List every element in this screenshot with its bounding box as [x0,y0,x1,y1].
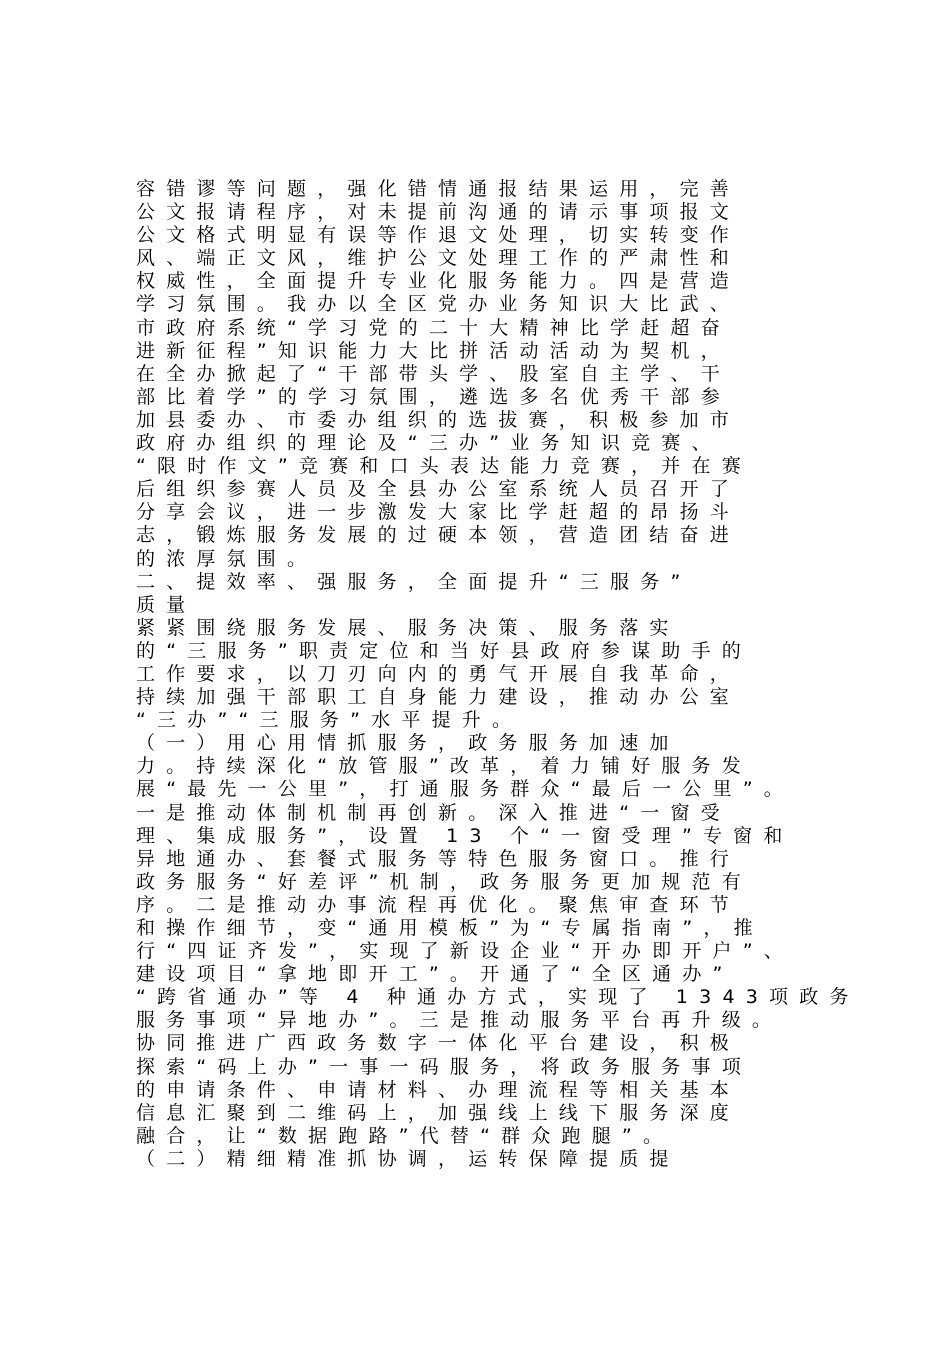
text-line: 在全办掀起了“干部带头学、股室自主学、干 [136,362,731,385]
text-line: 协同推进广西政务数字一体化平台建设，积极 [136,1032,741,1055]
text-line: “跨省通办”等 4 种通办方式，实现了 1343项政务 [136,986,860,1009]
text-line: 学习氛围。我办以全区党办业务知识大比武、 [136,293,741,316]
text-line: 和操作细节，变“通用模板”为“专属指南”，推 [136,917,764,939]
text-line: 异地通办、套餐式服务等特色服务窗口。推行 [136,847,741,870]
text-line: 建设项目“拿地即开工”。开通了“全区通办” [136,963,734,986]
text-line: 展“最先一公里”，打通服务群众“最后一公里”。 [136,778,794,801]
text-line: 理、集成服务”，设置 13 个“一窗受理”专窗和 [136,824,794,847]
text-line: 市政府系统“学习党的二十大精神比学赶超奋 [136,316,731,339]
text-line: “三办”“三服务”水平提升。 [136,709,523,732]
text-line: 政务服务“好差评”机制，政务服务更加规范有 [136,870,752,893]
text-line: 探索“码上办”一事一码服务，将政务服务事项 [136,1055,752,1078]
text-line: 一是推动体制机制再创新。深入推进“一窗受 [136,801,731,824]
section-heading: 质量 [136,593,197,616]
text-line: 加县委办、市委办组织的选拔赛，积极参加市 [136,408,741,431]
text-line: 后组织参赛人员及全县办公室系统人员召开了 [136,478,741,501]
text-line: 紧紧围绕服务发展、服务决策、服务落实 [136,616,680,639]
text-line: 权威性，全面提升专业化服务能力。四是营造 [136,270,741,293]
text-line: 的浓厚氛围。 [136,547,318,570]
body-text [136,178,860,1171]
subsection-heading: （二）精细精准抓协调，运转保障提质提 [136,1147,680,1170]
section-heading: 二、提效率、强服务，全面提升“三服务” [136,570,692,593]
text-line: 的申请条件、申请材料、办理流程等相关基本 [136,1078,741,1101]
text-line: 信息汇聚到二维码上，加强线上线下服务深度 [136,1101,741,1124]
text-line: 序。二是推动办事流程再优化。聚焦审查环节 [136,893,741,916]
text-line: “限时作文”竞赛和口头表达能力竞赛，并在赛 [136,455,752,478]
text-line: 融合，让“数据跑路”代替“群众跑腿”。 [136,1124,674,1147]
text-line: 部比着学”的学习氛围，遴选多名优秀干部参 [136,385,731,408]
text-line: 风、端正文风，维护公文处理工作的严肃性和 [136,247,741,270]
subsection-heading: （一）用心用情抓服务，政务服务加速加 [136,732,680,755]
text-line: 行“四证齐发”，实现了新设企业“开办即开户”、 [136,940,794,963]
text-line: 公文报请程序，对未提前沟通的请示事项报文 [136,201,741,224]
text-line: 服务事项“异地办”。三是推动服务平台再升级。 [136,1009,783,1032]
text-line: 的“三服务”职责定位和当好县政府参谋助手的 [136,639,752,662]
text-line: 工作要求，以刀刃向内的勇气开展自我革命， [136,662,741,685]
text-line: 公文格式明显有误等作退文处理，切实转变作 [136,224,741,247]
text-line: 容错谬等问题，强化错情通报结果运用，完善 [136,178,741,200]
text-line: 志，锻炼服务发展的过硬本领，营造团结奋进 [136,524,741,547]
text-line: 力。持续深化“放管服”改革，着力铺好服务发 [136,755,752,778]
text-line: 进新征程”知识能力大比拼活动活动为契机， [136,339,731,362]
text-line: 持续加强干部职工自身能力建设，推动办公室 [136,686,741,709]
text-line: 分享会议，进一步激发大家比学赶超的昂扬斗 [136,501,741,524]
text-line: 政府办组织的理论及“三办”业务知识竞赛、 [136,432,722,455]
